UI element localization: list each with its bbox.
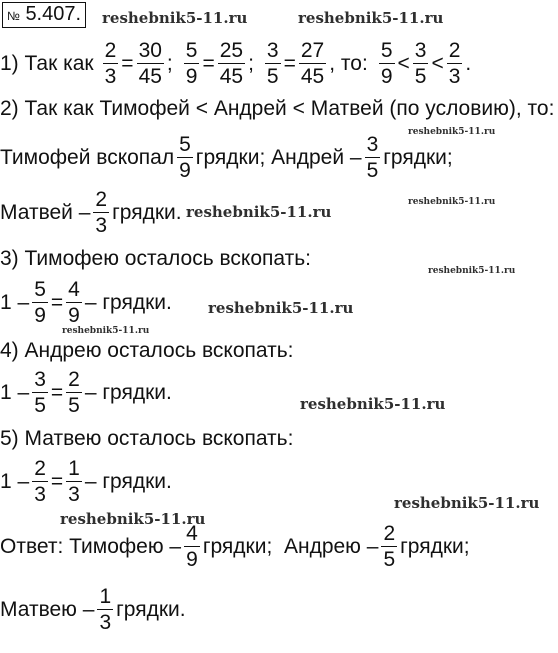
one-minus: 1 – (0, 380, 30, 404)
beds-label: – грядки. (84, 380, 172, 404)
beds-label: – грядки. (84, 469, 172, 493)
fraction: $\frac{3}{5}$ (414, 39, 427, 88)
fraction: $\frac{5}{9}$ (380, 39, 393, 88)
fraction: $\frac{2}{3}$ (104, 39, 117, 88)
watermark: reshebnik5-11.ru (62, 326, 150, 336)
fraction: $\frac{4}{9}$ (186, 522, 198, 571)
matvey-remaining-calc (0, 458, 172, 505)
fraction: $\frac{5}{9}$ (34, 278, 46, 327)
answer-andrey-label: грядки; Андрею – (202, 534, 379, 558)
beds-label: грядки. (112, 200, 182, 224)
watermark: reshebnik5-11.ru (300, 395, 446, 413)
timofey-dug-label: Тимофей вскопал (0, 145, 175, 169)
dug-amounts-line (0, 134, 453, 181)
equals-sign: = (50, 469, 64, 493)
then-text: , то: (329, 51, 368, 75)
fraction: $\frac{2}{5}$ (383, 522, 396, 571)
timofey-remaining-calc (0, 279, 172, 326)
fraction: $\frac{27}{45}$ (300, 39, 325, 88)
beds-label: грядки; (383, 145, 453, 169)
beds-label: грядки; (400, 534, 470, 558)
equals-sign: = (121, 51, 134, 75)
watermark: reshebnik5-11.ru (408, 127, 496, 137)
one-minus: 1 – (0, 469, 30, 493)
fraction: $\frac{4}{9}$ (68, 278, 80, 327)
fraction: $\frac{5}{9}$ (179, 133, 191, 182)
fraction: $\frac{3}{5}$ (266, 39, 279, 88)
fraction: $\frac{3}{5}$ (34, 368, 46, 417)
less-than-sign: < (431, 51, 444, 75)
fraction: $\frac{2}{3}$ (448, 39, 461, 88)
problem-number-value: 5.407. (25, 3, 82, 25)
equals-sign: = (202, 51, 215, 75)
fraction: $\frac{5}{9}$ (185, 39, 198, 88)
answer-line (0, 523, 470, 570)
answer-timofey-label: Ответ: Тимофею – (0, 534, 182, 558)
watermark: reshebnik5-11.ru (298, 9, 444, 27)
watermark: reshebnik5-11.ru (208, 299, 354, 317)
andrey-remaining-calc (0, 369, 172, 416)
solution-step-2 (0, 97, 554, 121)
separator: ; (248, 51, 254, 75)
fraction: $\frac{1}{3}$ (99, 585, 112, 634)
fraction: $\frac{2}{3}$ (95, 188, 108, 237)
matvey-dug-line (0, 189, 182, 236)
watermark: reshebnik5-11.ru (60, 510, 206, 528)
less-than-sign: < (397, 51, 410, 75)
step5-text: 5) Матвею осталось вскопать: (0, 427, 294, 450)
solution-step-3 (0, 247, 311, 271)
step4-text: 4) Андрею осталось вскопать: (0, 339, 294, 362)
problem-number (2, 2, 86, 28)
step3-text: 3) Тимофею осталось вскопать: (0, 247, 311, 270)
solution-step-4 (0, 339, 294, 363)
fraction: $\frac{30}{45}$ (138, 39, 162, 88)
matvey-dug-label: Матвей – (0, 200, 91, 224)
solution-step-1 (0, 40, 471, 87)
fraction: $\frac{25}{45}$ (219, 39, 244, 88)
number-sign: № (7, 9, 20, 23)
solution-step-5 (0, 427, 293, 451)
watermark: reshebnik5-11.ru (102, 9, 248, 27)
watermark: reshebnik5-11.ru (428, 266, 516, 276)
andrey-dug-label: грядки; Андрей – (195, 145, 362, 169)
period: . (465, 51, 472, 75)
answer-matvey-line (0, 586, 186, 633)
fraction: $\frac{1}{3}$ (68, 457, 80, 506)
beds-label: – грядки. (84, 290, 172, 314)
one-minus: 1 – (0, 290, 30, 314)
step2-text: 2) Так как Тимофей < Андрей < Матвей (по условию), то: (0, 97, 555, 120)
equals-sign: = (283, 51, 296, 75)
fraction: $\frac{2}{3}$ (34, 457, 46, 506)
watermark: reshebnik5-11.ru (186, 203, 332, 221)
watermark: reshebnik5-11.ru (408, 197, 496, 207)
answer-matvey-label: Матвею – (0, 597, 95, 621)
watermark: reshebnik5-11.ru (394, 494, 540, 512)
fraction: $\frac{2}{5}$ (68, 368, 80, 417)
separator: ; (166, 51, 173, 75)
step1-prefix: 1) Так как (0, 51, 94, 75)
equals-sign: = (50, 290, 64, 314)
beds-label: грядки. (116, 597, 186, 621)
equals-sign: = (50, 380, 64, 404)
fraction: $\frac{3}{5}$ (366, 133, 379, 182)
